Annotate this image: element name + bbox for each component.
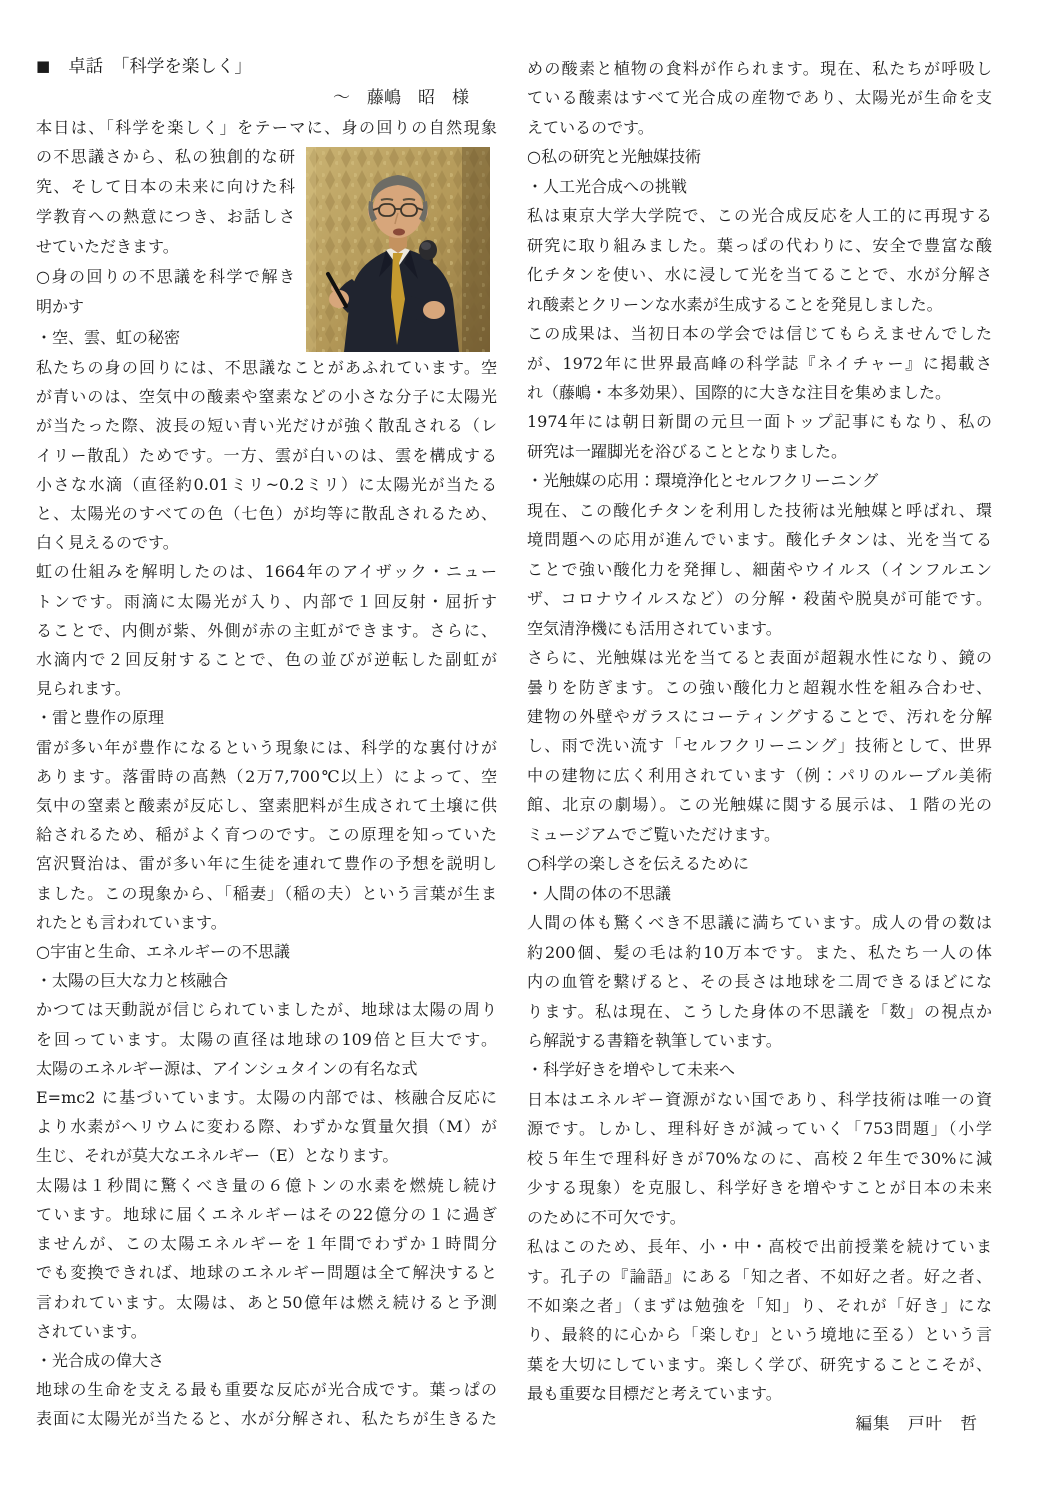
text-line: 虹の仕組みを解明したのは、1664年のアイザック・ニュー xyxy=(36,562,497,582)
text-line: さらに、光触媒は光を当てると表面が超親水性になり、鏡の xyxy=(527,648,992,668)
text-line: ことで強い酸化力を発揮し、細菌やウイルス（インフルエン xyxy=(527,559,992,579)
text-line: 白く見えるのです。 xyxy=(36,533,179,553)
right-hand xyxy=(423,301,445,319)
paragraph xyxy=(36,1083,497,1171)
text-line: 究、そして日本の未来に向けた科 xyxy=(36,177,295,197)
paragraph xyxy=(36,1375,497,1433)
text-line: この成果は、当初日本の学会では信じてもらえませんでした xyxy=(527,324,992,344)
text-line: 人間の体も驚くべき不思議に満ちています。成人の骨の数は xyxy=(527,913,992,933)
text-line: 給されるため、稲がよく育つのです。この原理を知っていた xyxy=(36,825,497,845)
intro-paragraphs xyxy=(36,113,497,142)
text-line: 水滴内で２回反射することで、色の並びが逆転した副虹が xyxy=(36,650,497,670)
paragraph xyxy=(527,466,992,495)
text-line: を回っています。太陽の直径は地球の109倍と巨大です。 xyxy=(36,1029,497,1049)
text-line: 私たちの身の回りには、不思議なことがあふれています。空 xyxy=(36,358,497,377)
paragraph xyxy=(527,142,992,171)
microphone-highlight xyxy=(421,242,431,250)
text-line: ・太陽の巨大な力と核融合 xyxy=(36,971,229,991)
text-line: 日本はエネルギー資源がない国であり、科学技術は唯一の資 xyxy=(527,1089,992,1109)
paragraph xyxy=(527,908,992,1055)
text-line: より水素がヘリウムに変わる際、わずかな質量欠損（M）が xyxy=(36,1117,497,1137)
text-line: 内の血管を繋げると、その長さは地球を二周できるほどにな xyxy=(527,972,992,992)
text-line: 葉を大切にしています。楽しく学び、研究することこそが、 xyxy=(527,1354,992,1374)
text-line: 最も重要な目標だと考えています。 xyxy=(527,1384,782,1404)
text-line: ・人間の体の不思議 xyxy=(527,883,672,903)
speaker-photo-graphic xyxy=(306,147,490,352)
text-line: 雷が多い年が豊作になるという現象には、科学的な裏付けが xyxy=(36,737,497,757)
text-line: 研究は一躍脚光を浴びることとなりました。 xyxy=(527,441,848,461)
text-line: 生じ、それが莫大なエネルギー（E）となります。 xyxy=(36,1146,399,1166)
text-line: ている酸素はすべて光合成の産物であり、太陽光が生命を支 xyxy=(527,88,992,108)
text-line: あります。落雷時の高熱（2万7,700℃以上）によって、空 xyxy=(36,766,497,786)
paragraph xyxy=(527,1055,992,1084)
paragraph xyxy=(36,262,295,322)
paragraph xyxy=(36,703,497,732)
paragraph xyxy=(36,966,497,995)
text-line: ませんが、この太陽エネルギーを１年間でわずか１時間分 xyxy=(36,1234,497,1254)
paragraph xyxy=(527,54,992,142)
text-line: トンです。雨滴に太陽光が入り、内部で１回反射・屈折す xyxy=(36,591,497,611)
paragraph xyxy=(527,849,992,878)
text-line: せていただきます。 xyxy=(36,237,179,257)
text-line: 宮沢賢治は、雷が多い年に生徒を連れて豊作の予想を説明し xyxy=(36,854,497,874)
text-line: 見られます。 xyxy=(36,679,131,699)
text-line: し、雨で洗い流す「セルフクリーニング」技術として、世界 xyxy=(527,736,992,756)
right-eyebrow xyxy=(403,199,415,200)
text-line: れたとも言われています。 xyxy=(36,912,227,932)
paragraph xyxy=(527,496,992,643)
left-body-text xyxy=(36,353,497,1434)
text-line: ザ、コロナウイルスなど）の分解・殺菌や脱臭が可能です。 xyxy=(527,589,992,609)
editor-credit: 編集 戸叶 哲 xyxy=(855,1414,978,1433)
text-line: 少する現象）を克服し、科学好きを増やすことが日本の未来 xyxy=(527,1178,992,1198)
text-line: れ（藤嶋・本多効果）、国際的に大きな注目を集めました。 xyxy=(527,382,952,402)
text-line: E=mc2 に基づいています。太陽の内部では、核融合反応に xyxy=(36,1088,497,1108)
text-line: 本日は、「科学を楽しく」をテーマに、身の回りの自然現象 xyxy=(36,118,497,137)
text-line: ・光触媒の応用：環境浄化とセルフクリーニング xyxy=(527,471,879,491)
text-line: 境問題への応用が進んでいます。酸化チタンは、光を当てる xyxy=(527,530,992,550)
text-line: ります。私は現在、こうした身体の不思議を「数」の視点か xyxy=(527,1001,992,1021)
text-line: ○私の研究と光触媒技術 xyxy=(527,147,701,167)
paragraph xyxy=(527,643,992,849)
paragraph xyxy=(527,407,992,466)
text-line: ○科学の楽しさを伝えるために xyxy=(527,854,749,874)
text-line: 私はこのため、長年、小・中・高校で出前授業を続けていま xyxy=(527,1237,992,1257)
text-line: イリー散乱）ためです。一方、雲が白いのは、雲を構成する xyxy=(36,445,497,465)
text-line: 気中の窒素と酸素が反応し、窒素肥料が生成されて土壌に供 xyxy=(36,796,497,816)
text-line: 校５年生で理科好きが70%なのに、高校２年生で30%に減 xyxy=(527,1148,992,1168)
text-line: 明かす xyxy=(36,297,85,317)
text-line: が当たった際、波長の短い青い光だけが強く散乱される（レ xyxy=(36,416,497,436)
paragraph xyxy=(527,319,992,407)
paragraph xyxy=(36,113,497,142)
text-line: えているのです。 xyxy=(527,117,654,137)
text-line: ました。この現象から、「稲妻」（稲の夫）という言葉が生ま xyxy=(36,883,497,903)
square-bullet-icon: ■ xyxy=(36,57,51,75)
text-line: 太陽は１秒間に驚くべき量の６億トンの水素を燃焼し続け xyxy=(36,1175,497,1195)
paragraph xyxy=(527,879,992,908)
text-line: 不如楽之者」（まずは勉強を「知」り、それが「好き」にな xyxy=(527,1296,992,1316)
text-line: り、最終的に心から「楽しむ」という境地に至る）という言 xyxy=(527,1325,992,1345)
speaker-byline: ～ 藤嶋 昭 様 xyxy=(333,88,469,108)
left-eyebrow xyxy=(381,199,393,200)
paragraph xyxy=(36,995,497,1053)
article-title xyxy=(36,55,497,80)
text-line: 空気清浄機にも活用されています。 xyxy=(527,618,782,638)
text-line: 中の建物に広く利用されています（例：パリのルーブル美術 xyxy=(527,765,992,785)
text-line: 源です。しかし、理科好きが減っていく「753問題」（小学 xyxy=(527,1119,992,1139)
text-line: ・人工光合成への挑戦 xyxy=(527,176,688,196)
text-line: 現在、この酸化チタンを利用した技術は光触媒と呼ばれ、環 xyxy=(527,500,992,520)
text-line: 研究に取り組みました。葉っぱの代わりに、安全で豊富な酸 xyxy=(527,235,992,255)
paragraph xyxy=(36,142,295,262)
paragraph xyxy=(36,353,497,557)
speaker-photo xyxy=(306,147,490,352)
text-line: 言われています。太陽は、あと50億年は燃え続けると予測 xyxy=(36,1292,497,1312)
text-line: ・光合成の偉大さ xyxy=(36,1350,165,1370)
text-line: 化チタンを使い、水に浸して光を当てることで、水が分解さ xyxy=(527,265,992,285)
paragraph xyxy=(36,1171,497,1346)
right-body-text xyxy=(527,54,992,1409)
text-line: めの酸素と植物の食料が作られます。現在、私たちが呼吸し xyxy=(527,59,992,78)
paragraph xyxy=(527,201,992,319)
paragraph xyxy=(36,323,295,353)
text-line: ています。地球に届くエネルギーはその22億分の１に過ぎ xyxy=(36,1204,497,1224)
text-line: ・空、雲、虹の秘密 xyxy=(36,327,181,347)
text-line: されています。 xyxy=(36,1321,147,1341)
text-line: ○宇宙と生命、エネルギーの不思議 xyxy=(36,942,290,962)
text-line: れ酸素とクリーンな水素が生成することを発見しました。 xyxy=(527,294,943,314)
text-line: 地球の生命を支える最も重要な反応が光合成です。葉っぱの xyxy=(36,1380,497,1400)
text-line: ○身の回りの不思議を科学で解き xyxy=(36,267,295,287)
article-title-text: 卓話 「科学を楽しく」 xyxy=(68,57,252,77)
paragraph xyxy=(36,1346,497,1375)
text-line: でも変換できれば、地球のエネルギー問題は全て解決すると xyxy=(36,1263,497,1283)
paragraph xyxy=(36,733,497,937)
text-line: 1974年には朝日新聞の元旦一面トップ記事にもなり、私の xyxy=(527,412,992,432)
paragraph xyxy=(527,1085,992,1232)
text-line: 学教育への熱意につき、お話しさ xyxy=(36,207,295,227)
text-line: す。孔子の『論語』にある「知之者、不如好之者。好之者、 xyxy=(527,1266,992,1286)
text-line: ることで、内側が紫、外側が赤の主虹ができます。さらに、 xyxy=(36,620,497,640)
paragraph xyxy=(36,1054,497,1083)
text-line: 小さな水滴（直径約0.01ミリ~0.2ミリ）に太陽光が当たる xyxy=(36,474,497,494)
text-line: ・雷と豊作の原理 xyxy=(36,708,165,728)
text-line: が青いのは、空気中の酸素や窒素などの小さな分子に太陽光 xyxy=(36,387,497,407)
text-line: ミュージアムでご覧いただけます。 xyxy=(527,824,780,844)
text-line: 表面に太陽光が当たると、水が分解され、私たちが生きるた xyxy=(36,1409,497,1429)
paragraph xyxy=(36,557,497,703)
text-line: 館、北京の劇場）。この光触媒に関する展示は、１階の光の xyxy=(527,795,992,815)
text-line: 約200個、髪の毛は約10万本です。また、私たち一人の体 xyxy=(527,942,992,962)
text-line: のために不可欠です。 xyxy=(527,1207,686,1227)
open-mouth xyxy=(393,229,405,236)
paragraph xyxy=(527,1232,992,1409)
text-line: かつては天動説が信じられていましたが、地球は太陽の周り xyxy=(36,1000,497,1020)
text-line: ・科学好きを増やして未来へ xyxy=(527,1060,736,1080)
text-beside-photo xyxy=(36,142,295,353)
paragraph xyxy=(36,937,497,966)
text-line: 建物の外壁やガラスにコーティングすることで、汚れを分解 xyxy=(527,706,992,726)
right-column xyxy=(527,0,992,1500)
text-line: 私は東京大学大学院で、この光合成反応を人工的に再現する xyxy=(527,206,992,226)
text-line: ら解説する書籍を執筆しています。 xyxy=(527,1030,782,1050)
text-line: 太陽のエネルギー源は、アインシュタインの有名な式 xyxy=(36,1058,418,1078)
text-line: 曇りを防ぎます。この強い酸化力と超親水性を組み合わせ、 xyxy=(527,677,992,697)
text-line: が、1972年に世界最高峰の科学誌『ネイチャー』に掲載さ xyxy=(527,353,992,373)
paragraph xyxy=(527,172,992,201)
text-line: の不思議さから、私の独創的な研 xyxy=(36,147,295,166)
text-line: と、太陽光のすべての色（七色）が均等に散乱されるため、 xyxy=(36,504,497,524)
